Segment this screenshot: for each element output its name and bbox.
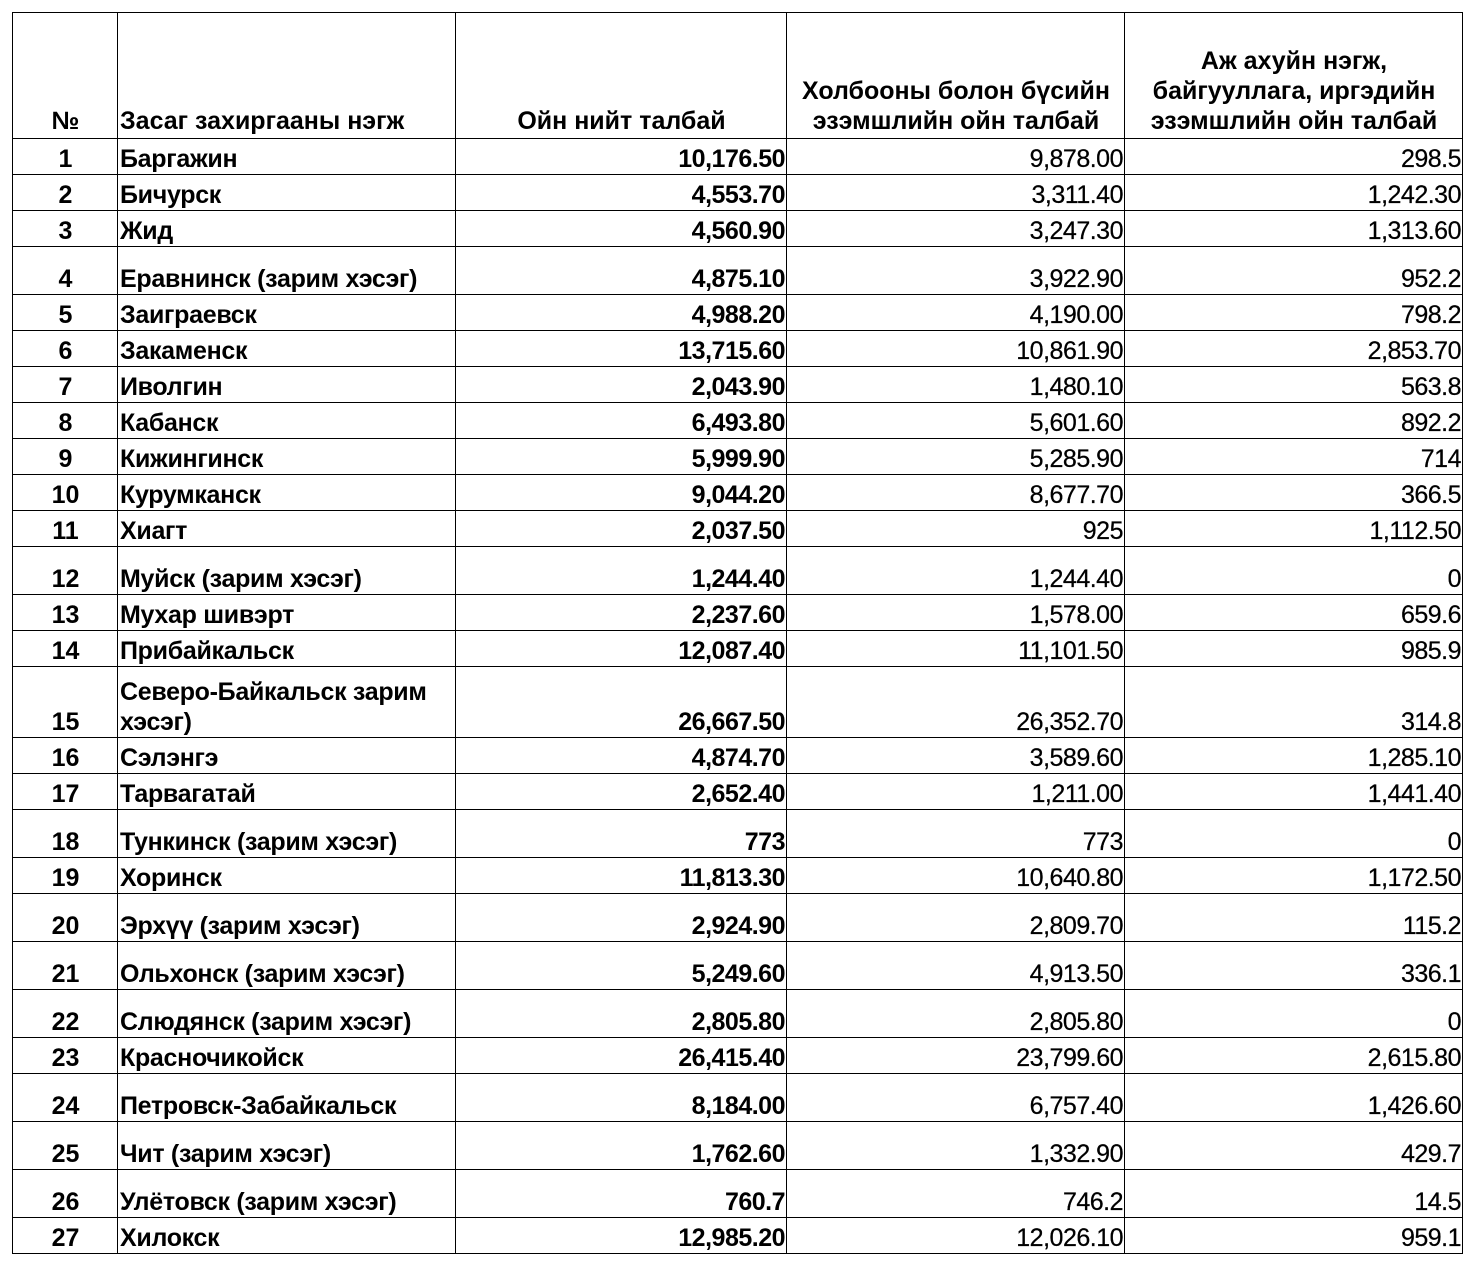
row-entities-area: 1,172.50 [1125, 858, 1463, 894]
row-total-area: 8,184.00 [456, 1074, 787, 1122]
row-union-area: 5,285.90 [787, 439, 1125, 475]
row-unit-name: Курумканск [118, 475, 456, 511]
row-entities-area: 1,112.50 [1125, 511, 1463, 547]
row-unit-name: Улётовск (зарим хэсэг) [118, 1170, 456, 1218]
row-entities-area: 659.6 [1125, 595, 1463, 631]
table-row [13, 738, 1463, 774]
row-union-area: 23,799.60 [787, 1038, 1125, 1074]
row-number: 21 [13, 942, 118, 990]
row-number: 25 [13, 1122, 118, 1170]
row-unit-name: Чит (зарим хэсэг) [118, 1122, 456, 1170]
row-number: 9 [13, 439, 118, 475]
row-union-area: 12,026.10 [787, 1218, 1125, 1254]
row-unit-name: Прибайкальск [118, 631, 456, 667]
row-unit-name: Жид [118, 211, 456, 247]
table-row [13, 1038, 1463, 1074]
table-row [13, 990, 1463, 1038]
row-entities-area: 985.9 [1125, 631, 1463, 667]
row-union-area: 1,244.40 [787, 547, 1125, 595]
table-row [13, 1170, 1463, 1218]
row-total-area: 4,874.70 [456, 738, 787, 774]
row-entities-area: 798.2 [1125, 295, 1463, 331]
row-entities-area: 1,441.40 [1125, 774, 1463, 810]
row-number: 3 [13, 211, 118, 247]
row-union-area: 3,247.30 [787, 211, 1125, 247]
header-union: Холбооны болон бүсийн эзэмшлийн ойн талбай [787, 13, 1125, 139]
row-unit-name: Еравнинск (зарим хэсэг) [118, 247, 456, 295]
row-unit-name: Петровск-Забайкальск [118, 1074, 456, 1122]
row-union-area: 3,311.40 [787, 175, 1125, 211]
row-union-area: 5,601.60 [787, 403, 1125, 439]
table-row [13, 475, 1463, 511]
row-unit-name: Бичурск [118, 175, 456, 211]
row-unit-name: Мухар шивэрт [118, 595, 456, 631]
row-entities-area: 0 [1125, 990, 1463, 1038]
row-union-area: 26,352.70 [787, 667, 1125, 738]
row-entities-area: 115.2 [1125, 894, 1463, 942]
row-entities-area: 892.2 [1125, 403, 1463, 439]
row-union-area: 10,640.80 [787, 858, 1125, 894]
row-number: 12 [13, 547, 118, 595]
row-total-area: 4,553.70 [456, 175, 787, 211]
row-total-area: 2,237.60 [456, 595, 787, 631]
header-unit: Засаг захиргааны нэгж [118, 13, 456, 139]
row-union-area: 1,480.10 [787, 367, 1125, 403]
row-total-area: 2,652.40 [456, 774, 787, 810]
row-union-area: 9,878.00 [787, 139, 1125, 175]
row-unit-name: Заиграевск [118, 295, 456, 331]
row-total-area: 2,805.80 [456, 990, 787, 1038]
row-union-area: 4,913.50 [787, 942, 1125, 990]
row-number: 6 [13, 331, 118, 367]
table-body [13, 139, 1463, 1254]
row-number: 2 [13, 175, 118, 211]
row-entities-area: 1,242.30 [1125, 175, 1463, 211]
table-row [13, 403, 1463, 439]
row-total-area: 5,249.60 [456, 942, 787, 990]
row-total-area: 4,988.20 [456, 295, 787, 331]
row-entities-area: 14.5 [1125, 1170, 1463, 1218]
row-number: 11 [13, 511, 118, 547]
row-union-area: 1,332.90 [787, 1122, 1125, 1170]
row-union-area: 746.2 [787, 1170, 1125, 1218]
row-entities-area: 1,426.60 [1125, 1074, 1463, 1122]
row-total-area: 1,244.40 [456, 547, 787, 595]
row-entities-area: 298.5 [1125, 139, 1463, 175]
row-union-area: 4,190.00 [787, 295, 1125, 331]
row-number: 22 [13, 990, 118, 1038]
row-total-area: 1,762.60 [456, 1122, 787, 1170]
row-union-area: 1,211.00 [787, 774, 1125, 810]
row-number: 26 [13, 1170, 118, 1218]
row-total-area: 760.7 [456, 1170, 787, 1218]
row-total-area: 6,493.80 [456, 403, 787, 439]
row-number: 14 [13, 631, 118, 667]
row-total-area: 2,043.90 [456, 367, 787, 403]
row-unit-name: Ольхонск (зарим хэсэг) [118, 942, 456, 990]
row-entities-area: 0 [1125, 547, 1463, 595]
header-row [13, 13, 1463, 139]
table-row [13, 211, 1463, 247]
row-number: 17 [13, 774, 118, 810]
table-row [13, 247, 1463, 295]
row-unit-name: Закаменск [118, 331, 456, 367]
row-unit-name: Тарвагатай [118, 774, 456, 810]
row-total-area: 773 [456, 810, 787, 858]
row-union-area: 10,861.90 [787, 331, 1125, 367]
table-row [13, 810, 1463, 858]
row-entities-area: 1,313.60 [1125, 211, 1463, 247]
row-total-area: 5,999.90 [456, 439, 787, 475]
row-unit-name: Иволгин [118, 367, 456, 403]
row-total-area: 13,715.60 [456, 331, 787, 367]
row-total-area: 26,415.40 [456, 1038, 787, 1074]
header-total: Ойн нийт талбай [456, 13, 787, 139]
row-unit-name: Баргажин [118, 139, 456, 175]
row-entities-area: 366.5 [1125, 475, 1463, 511]
row-total-area: 10,176.50 [456, 139, 787, 175]
table-row [13, 331, 1463, 367]
row-union-area: 2,809.70 [787, 894, 1125, 942]
row-number: 1 [13, 139, 118, 175]
row-number: 4 [13, 247, 118, 295]
row-total-area: 9,044.20 [456, 475, 787, 511]
row-entities-area: 336.1 [1125, 942, 1463, 990]
row-entities-area: 0 [1125, 810, 1463, 858]
row-union-area: 2,805.80 [787, 990, 1125, 1038]
row-entities-area: 959.1 [1125, 1218, 1463, 1254]
row-unit-name: Слюдянск (зарим хэсэг) [118, 990, 456, 1038]
table-row [13, 631, 1463, 667]
row-total-area: 2,037.50 [456, 511, 787, 547]
row-number: 7 [13, 367, 118, 403]
table-row [13, 367, 1463, 403]
table-row [13, 942, 1463, 990]
table-row [13, 595, 1463, 631]
header-entities: Аж ахуйн нэгж, байгууллага, иргэдийн эзэмшлийн ойн талбай [1125, 13, 1463, 139]
row-unit-name: Сэлэнгэ [118, 738, 456, 774]
row-number: 24 [13, 1074, 118, 1122]
row-unit-name: Тункинск (зарим хэсэг) [118, 810, 456, 858]
table-row [13, 439, 1463, 475]
row-number: 18 [13, 810, 118, 858]
row-total-area: 2,924.90 [456, 894, 787, 942]
row-number: 13 [13, 595, 118, 631]
row-unit-name: Северо-Байкальск зарим хэсэг) [118, 667, 456, 738]
row-number: 23 [13, 1038, 118, 1074]
row-entities-area: 714 [1125, 439, 1463, 475]
table-row [13, 547, 1463, 595]
row-number: 10 [13, 475, 118, 511]
forest-area-table [12, 12, 1463, 1254]
row-total-area: 26,667.50 [456, 667, 787, 738]
row-union-area: 6,757.40 [787, 1074, 1125, 1122]
row-total-area: 12,985.20 [456, 1218, 787, 1254]
table-row [13, 1122, 1463, 1170]
row-entities-area: 952.2 [1125, 247, 1463, 295]
table-row [13, 1074, 1463, 1122]
row-total-area: 4,560.90 [456, 211, 787, 247]
row-unit-name: Эрхүү (зарим хэсэг) [118, 894, 456, 942]
row-entities-area: 2,615.80 [1125, 1038, 1463, 1074]
table-row [13, 295, 1463, 331]
row-union-area: 773 [787, 810, 1125, 858]
row-union-area: 1,578.00 [787, 595, 1125, 631]
row-number: 27 [13, 1218, 118, 1254]
table-row [13, 774, 1463, 810]
row-total-area: 12,087.40 [456, 631, 787, 667]
row-unit-name: Кижингинск [118, 439, 456, 475]
row-entities-area: 429.7 [1125, 1122, 1463, 1170]
row-unit-name: Хилокск [118, 1218, 456, 1254]
row-total-area: 11,813.30 [456, 858, 787, 894]
row-unit-name: Хоринск [118, 858, 456, 894]
table-row [13, 511, 1463, 547]
row-entities-area: 563.8 [1125, 367, 1463, 403]
row-number: 19 [13, 858, 118, 894]
row-unit-name: Красночикойск [118, 1038, 456, 1074]
table-row [13, 175, 1463, 211]
row-number: 5 [13, 295, 118, 331]
row-union-area: 8,677.70 [787, 475, 1125, 511]
row-number: 15 [13, 667, 118, 738]
row-entities-area: 314.8 [1125, 667, 1463, 738]
header-num: № [13, 13, 118, 139]
row-unit-name: Муйск (зарим хэсэг) [118, 547, 456, 595]
row-total-area: 4,875.10 [456, 247, 787, 295]
row-union-area: 3,922.90 [787, 247, 1125, 295]
row-unit-name: Хиагт [118, 511, 456, 547]
row-union-area: 925 [787, 511, 1125, 547]
table-row [13, 1218, 1463, 1254]
row-entities-area: 2,853.70 [1125, 331, 1463, 367]
row-number: 20 [13, 894, 118, 942]
row-unit-name: Кабанск [118, 403, 456, 439]
row-union-area: 11,101.50 [787, 631, 1125, 667]
row-number: 16 [13, 738, 118, 774]
row-union-area: 3,589.60 [787, 738, 1125, 774]
table-row [13, 858, 1463, 894]
table-row [13, 139, 1463, 175]
row-entities-area: 1,285.10 [1125, 738, 1463, 774]
table-row [13, 667, 1463, 738]
row-number: 8 [13, 403, 118, 439]
table-row [13, 894, 1463, 942]
